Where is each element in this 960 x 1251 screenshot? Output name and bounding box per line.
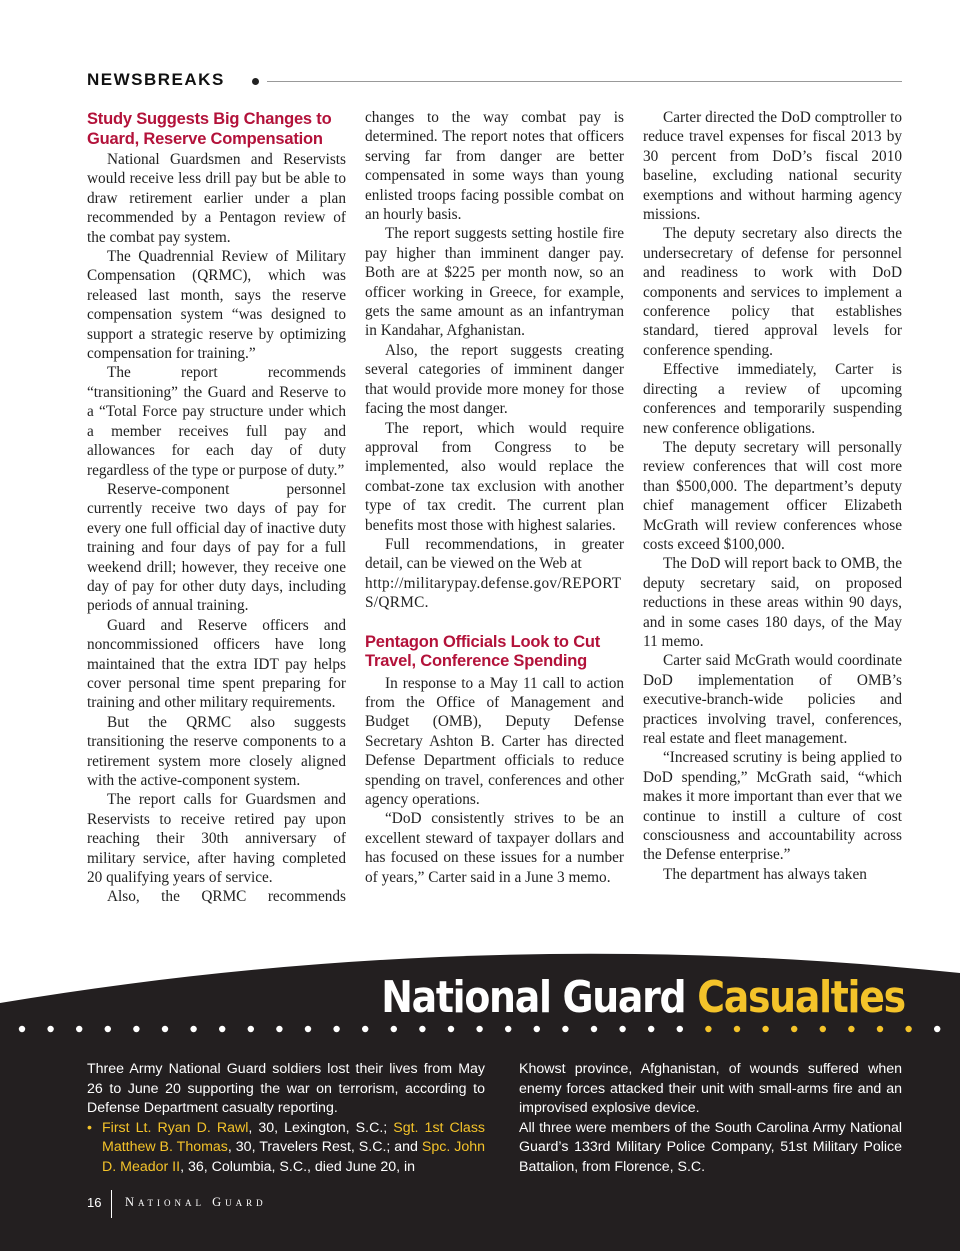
casualties-list-item (87, 1119, 485, 1178)
casualties-paragraph: Khowst province, Afghanistan, of wounds suffered when enemy forces attacked their unit with small-arms fire and an improvised explosive device. (519, 1061, 902, 1116)
footer-rule (111, 1190, 112, 1218)
article2-paragraph: The deputy secretary also directs the undersecretary of defense for personnel and readiness to work with DoD components and services to implement a conference policy that establishes standard, tiered approval levels for conference spending. (643, 225, 902, 359)
article2-paragraph: “Increased scrutiny is being applied to DoD spending,” McGrath said, “which makes it more important than ever that we continue to instill a culture of cost consciousness and accountability across the Defense enterprise.” (643, 749, 902, 864)
casualty-name: Sgt. 1st Class Matthew B. Thomas (102, 1119, 486, 1155)
article1-paragraph: The report calls for Guardsmen and Reservists to receive retired pay upon reaching their 30th anniversary of military service, after having completed 20 qualifying years of service. (87, 791, 346, 887)
casualty-name: First Lt. Ryan D. Rawl (102, 1119, 249, 1136)
header-bullet-icon (252, 78, 259, 85)
dot-icon (848, 1026, 854, 1032)
report-url-link[interactable]: http://militarypay.defense.gov/REPORTS/QRMC. (365, 574, 622, 612)
bullet-icon: • (87, 1119, 92, 1136)
dot-icon (820, 1026, 826, 1032)
dot-icon (133, 1026, 139, 1032)
dot-icon (76, 1026, 82, 1032)
dot-icon (391, 1026, 397, 1032)
dot-icon (476, 1026, 482, 1032)
dot-icon (762, 1026, 768, 1032)
dot-icon (905, 1026, 911, 1032)
article1-paragraph: Guard and Reserve officers and noncommissioned officers have long maintained that the extra IDT pay helps cover personal time spent preparing for training and other military requirements. (87, 616, 346, 712)
column-3 (643, 108, 902, 884)
article2-paragraph: Carter said McGrath would coordinate DoD implementation of OMB’s executive-branch-wide policies and practices involving travel, conferences, real estate and fleet management. (643, 652, 902, 747)
dot-icon (162, 1026, 168, 1032)
dot-icon (276, 1026, 282, 1032)
dot-icon (934, 1026, 940, 1032)
article2-paragraph: The deputy secretary will personally review conferences that will cost more than $500,000. The department’s deputy chief management officer Elizabeth McGrath will review conferences whose costs exceed $100,000. (643, 438, 902, 553)
article1-paragraph: Full recommendations, in greater detail, can be viewed on the Web at (365, 535, 624, 573)
article1-paragraph: But the QRMC also suggests transitioning the reserve components to a retirement system more closely aligned with the active-component system. (87, 713, 346, 789)
article1-paragraph: Also, the QRMC recommends (107, 888, 346, 906)
dot-icon (333, 1026, 339, 1032)
dot-icon (219, 1026, 225, 1032)
article2-paragraph: Effective immediately, Carter is directing a review of upcoming conferences and temporarily suspending new conference obligations. (643, 361, 902, 437)
casualty-detail: , 30, Lexington, S.C.; (248, 1119, 394, 1136)
article2-paragraph: Carter directed the DoD comptroller to reduce travel expenses for fiscal 2013 by 30 percent from DoD’s fiscal 2010 baseline, excluding national security exemptions and without harming agency missions. (643, 109, 902, 224)
article1-paragraph: The report suggests setting hostile fire pay higher than imminent danger pay. Both are at $225 per month now, so an officer working in Greece, for example, gets the same amount as an infantryman in Kandahar, Afghanistan. (365, 225, 624, 340)
article1-paragraph: Reserve-component personnel currently receive two days of pay for every one full official day of inactive duty training and four days of pay for a full weekend drill; however, they receive one day of pay for other duty days, including periods of annual training. (87, 480, 346, 615)
casualties-title-white: National Guard (381, 972, 698, 1023)
article2-paragraph: The DoD will report back to OMB, the deputy secretary said, on proposed reductions in these areas within 90 days, and in some cases 180 days, of the May 11 memo. (643, 555, 902, 650)
casualties-column-1 (87, 1060, 485, 1177)
dot-icon (648, 1026, 654, 1032)
dot-icon (791, 1026, 797, 1032)
dot-icon (248, 1026, 254, 1032)
dot-icon (705, 1026, 711, 1032)
column-1 (87, 108, 346, 907)
dot-icon (105, 1026, 111, 1032)
page-number: 16 (87, 1195, 102, 1210)
dot-icon (305, 1026, 311, 1032)
article2-paragraph: “DoD consistently strives to be an excellent steward of taxpayer dollars and has focused on these issues for a number of years,” Carter said in a June 3 memo. (365, 810, 624, 886)
dot-icon (677, 1026, 683, 1032)
article1-paragraph: changes to the way combat pay is determined. The report notes that officers serving far from danger are better compensated in some ways than young enlisted troops facing possible combat on an hourly basis. (365, 109, 624, 224)
casualties-intro: Three Army National Guard soldiers lost their lives from May 26 to June 20 supporting the war on terrorism, according to Defense Department casualty reporting. (87, 1061, 485, 1116)
dot-icon (419, 1026, 425, 1032)
article1-paragraph: The Quadrennial Review of Military Compensation (QRMC), which was released last month, says the reserve compensation system “was designed to support a strategic reserve by optimizing compensation for training.” (87, 248, 346, 363)
dot-icon (47, 1026, 53, 1032)
article1-paragraph: Also, the report suggests creating several categories of imminent danger that would provide more money for those facing the most danger. (365, 341, 624, 418)
article1-paragraph: National Guardsmen and Reservists would receive less drill pay but be able to draw retirement earlier under a plan recommended by a Pentagon review of the combat pay system. (87, 151, 346, 246)
dot-icon (505, 1026, 511, 1032)
header-rule (267, 81, 902, 82)
article2-paragraph: The department has always taken (663, 865, 867, 883)
section-label: NEWSBREAKS (87, 70, 225, 89)
column-2 (365, 108, 624, 887)
casualty-detail: , 36, Columbia, S.C., died June 20, in (180, 1158, 416, 1175)
article1-paragraph: The report, which would require approval from Congress to be implemented, also would replace the combat-zone tax exclusion with another type of tax credit. The current plan benefits most those with highest salaries. (365, 419, 624, 534)
section-header (87, 70, 902, 92)
dot-icon (448, 1026, 454, 1032)
dot-icon (19, 1026, 25, 1032)
dot-icon (877, 1026, 883, 1032)
dot-icon (591, 1026, 597, 1032)
article2-paragraph: In response to a May 11 call to action from the Office of Management and Budget (OMB), Deputy Defense Secretary Ashton B. Carter has directed Defense Department officials to reduce spending on travel, conferences and other agency operations. (365, 674, 624, 808)
casualties-title-yellow: Casualties (697, 972, 905, 1023)
casualties-column-2 (519, 1060, 902, 1177)
article1-paragraph: The report recommends “transitioning” the Guard and Reserve to a “Total Force pay structure under which a member receives full pay and allowances for each day of duty regardless of the type or purpose of duty.” (87, 364, 346, 479)
article2-headline: Pentagon Officials Look to Cut Travel, Conference Spending (365, 632, 601, 671)
casualty-detail: , 30, Travelers Rest, S.C.; and (227, 1139, 422, 1155)
magazine-name: National Guard (125, 1195, 267, 1209)
dot-icon (534, 1026, 540, 1032)
casualty-name: Spc. John D. Meador II (102, 1139, 485, 1175)
dot-icon (619, 1026, 625, 1032)
dot-rule (0, 1023, 960, 1035)
casualties-title (381, 972, 905, 1023)
dot-icon (362, 1026, 368, 1032)
dot-icon (734, 1026, 740, 1032)
article1-headline: Study Suggests Big Changes to Guard, Reserve Compensation (87, 110, 332, 148)
dot-icon (190, 1026, 196, 1032)
casualties-paragraph: All three were members of the South Carolina Army National Guard’s 133rd Military Police Company, 51st Military Police Battalion, from Florence, S.C. (519, 1119, 902, 1175)
dot-icon (562, 1026, 568, 1032)
